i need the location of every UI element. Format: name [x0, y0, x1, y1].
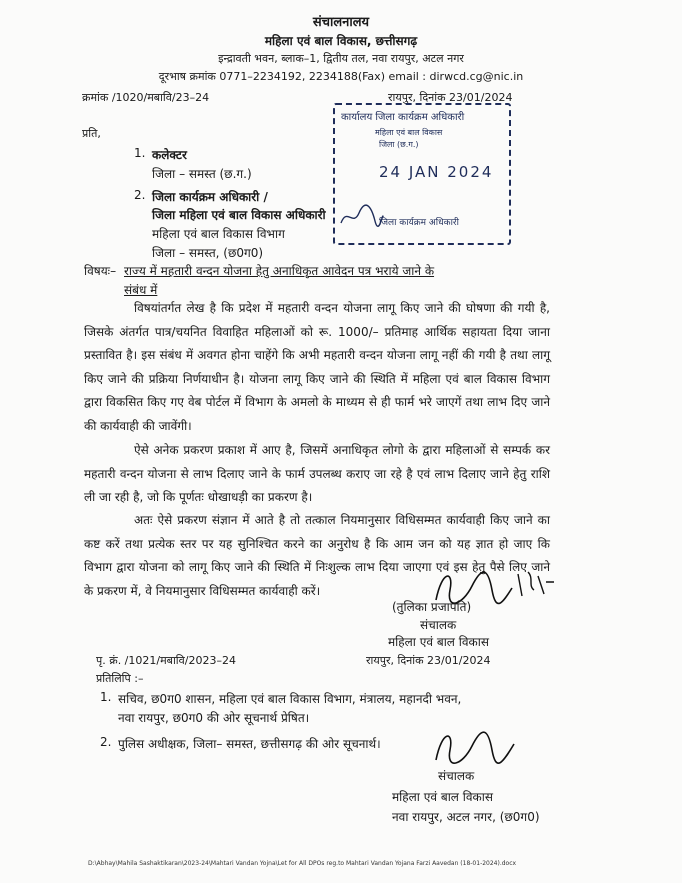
- copy-2-line1: पुलिस अधीक्षक, जिला– समस्त, छत्तीसगढ़ की ओर सूचनार्थ।: [118, 737, 381, 751]
- copy-2-number: 2.: [100, 735, 112, 749]
- stamp-signature-scribble: [339, 201, 385, 231]
- file-path-footer: D:\Abhay\Mahila Sashaktikaran\2023-24\Mahtari Vandan Yojna\Let for All DPOs reg.to Mahtari Vandan Yojana Farzi Aavedan (18-01-2024).docx: [88, 860, 517, 867]
- stamp-date: 24 JAN 2024: [379, 163, 494, 181]
- recipient-2-line3: महिला एवं बाल विकास विभाग: [152, 227, 285, 241]
- body-paragraph-1: विषयांतर्गत लेख है कि प्रदेश में महतारी वन्दन योजना लागू किए जाने की घोषणा की गयी है, जिसके अंतर्गत पात्र/चयनित विवाहित महिलाओं को रू. 1000/– प्रतिमाह आर्थिक सहायता दिया जाना प्रस्तावित है। इस संबंध में अवगत होना चाहेंगे कि अभी महतारी वन्दन योजना लागू नहीं की गयी है तथा लागू किए जाने की प्रक्रिया निर्णयाधीन है। योजना लागू किए जाने की स्थिति में महिला एवं बाल विकास विभाग द्वारा विकसित किए गए वेब पोर्टल में विभाग के अमलो के माध्यम से ही फार्म भरे जाएगें तथा लाभ दिए जाने की कार्यवाही की जावेंगी।: [84, 301, 550, 433]
- stamp-line3: जिला (छ.ग.): [379, 140, 419, 149]
- stamp-line2: महिला एवं बाल विकास: [375, 128, 443, 137]
- stamp-signature-label: जिला कार्यक्रम अधिकारी: [379, 218, 459, 228]
- body-paragraph-3: अतः ऐसे प्रकरण संज्ञान में आते है तो तत्काल नियमानुसार विधिसम्मत कार्यवाही किए जाने का कष्ट करें तथा प्रत्येक स्तर पर यह सुनिश्चित करने का अनुरोध है कि आम जन को यह ज्ञात हो जाए कि विभाग द्वारा योजना को लागू किए जाने की स्थिति में निःशुल्क लाभ दिया जाएगा एवं इस हेतु पैसे लिए जाने के प्रकरण में, वे नियमानुसार विधिसम्मत कार्यवाही करें।: [84, 513, 550, 598]
- director-department-2: महिला एवं बाल विकास: [392, 790, 493, 804]
- office-received-stamp: [333, 103, 511, 245]
- department-name: महिला एवं बाल विकास, छत्तीसगढ़: [264, 34, 418, 48]
- copy-1-line1: सचिव, छ0ग0 शासन, महिला एवं बाल विकास विभाग, मंत्रालय, महानदी भवन,: [118, 692, 462, 706]
- copy-1-line2: नवा रायपुर, छ0ग0 की ओर सूचनार्थ प्रेषित।: [118, 711, 310, 725]
- subject-label: विषयः–: [84, 264, 117, 278]
- subject-line1: राज्य में महतारी वन्दन योजना हेतु अनाधिकृत आवेदन पत्र भराये जाने के: [124, 264, 435, 278]
- copy-to-label: प्रतिलिपि :–: [96, 672, 144, 685]
- letter-number: क्रमांक /1020/मबावि/23–24: [82, 91, 210, 104]
- body-paragraph-2: ऐसे अनेक प्रकरण प्रकाश में आए है, जिसमें अनाधिकृत लोगो के द्वारा महिलाओं से सम्पर्क कर महतारी वन्दन योजना से लाभ दिलाए जाने के फार्म उपलब्ध कराए जा रहे है एवं लाभ दिलाए जाने हेतु राशि ली जा रही है, जो कि पूर्णतः धोखाधड़ी का प्रकरण है।: [84, 443, 550, 505]
- endorsement-number: पृ. क्रं. /1021/मबावि/2023–24: [96, 654, 236, 667]
- director-name: (तुलिका प्रजापति): [392, 600, 472, 614]
- endorsement-date: रायपुर, दिनांक 23/01/2024: [366, 654, 491, 667]
- recipient-2-line1: जिला कार्यक्रम अधिकारी /: [152, 190, 268, 204]
- subject-line2: संबंध में: [124, 283, 158, 297]
- letter-date: रायपुर, दिनांक 23/01/2024: [388, 91, 513, 104]
- recipient-2-line4: जिला – समस्त, (छ0ग0): [152, 246, 264, 260]
- recipient-2-number: 2.: [134, 188, 146, 202]
- recipient-2-line2: जिला महिला एवं बाल विकास अधिकारी: [152, 208, 326, 222]
- recipient-1-number: 1.: [134, 146, 146, 160]
- office-name: संचालनालय: [312, 15, 370, 30]
- recipient-1-district: जिला – समस्त (छ.ग.): [152, 167, 252, 181]
- director-designation: संचालक: [420, 618, 457, 632]
- to-label: प्रति,: [82, 127, 101, 140]
- copy-1-number: 1.: [100, 690, 112, 704]
- contact-line: दूरभाष क्रमांक 0771–2234192, 2234188(Fax) email : dirwcd.cg@nic.in: [158, 70, 524, 83]
- director-address-2: नवा रायपुर, अटल नगर, (छ0ग0): [392, 810, 540, 824]
- director-designation-2: संचालक: [438, 769, 475, 783]
- stamp-line1: कार्यालय जिला कार्यक्रम अधिकारी: [341, 112, 465, 123]
- office-address: इन्द्रावती भवन, ब्लाक–1, द्वितीय तल, नवा रायपुर, अटल नगर: [218, 52, 464, 65]
- recipient-1-title: कलेक्टर: [152, 148, 187, 162]
- director-department: महिला एवं बाल विकास: [388, 635, 489, 649]
